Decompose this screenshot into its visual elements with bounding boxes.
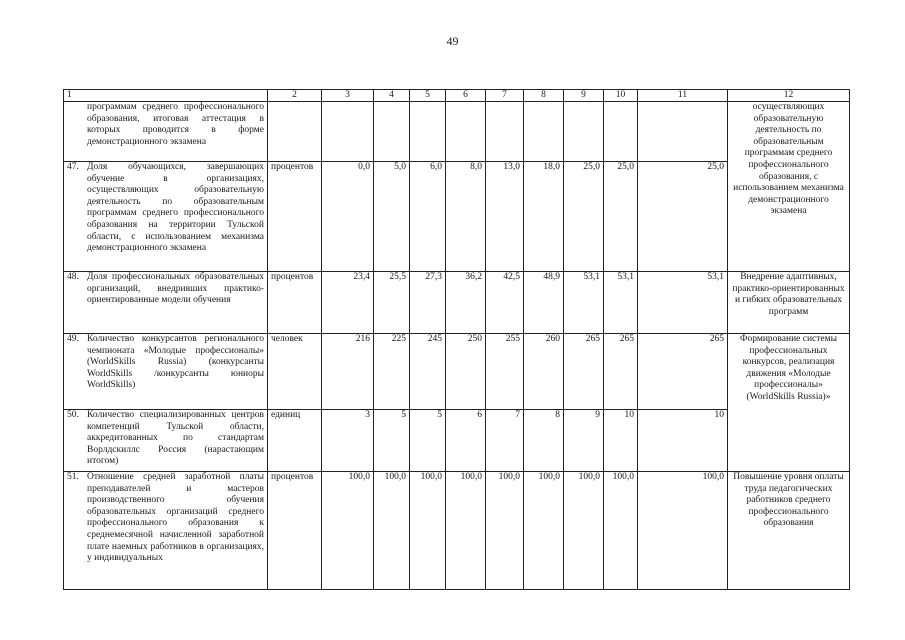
col-header-3: 3	[322, 90, 374, 102]
value-cell: 8,0	[446, 162, 486, 272]
measure-note: Внедрение адаптивных, практико-ориентированных и гибких образовательных программ	[728, 272, 850, 334]
value-cell: 100,0	[410, 472, 446, 590]
value-cell: 25,0	[604, 162, 638, 272]
col-header-5: 5	[410, 90, 446, 102]
value-cell: 245	[410, 334, 446, 410]
value-cell: 27,3	[410, 272, 446, 334]
value-cell: 25,0	[564, 162, 604, 272]
value-cell: 18,0	[524, 162, 564, 272]
value-cell: 250	[446, 334, 486, 410]
value-cell: 255	[486, 334, 524, 410]
unit-cell: человек	[268, 334, 322, 410]
unit-cell: процентов	[268, 162, 322, 272]
value-cell: 53,1	[564, 272, 604, 334]
unit-cell: процентов	[268, 272, 322, 334]
value-cell: 53,1	[638, 272, 728, 334]
value-cell: 265	[604, 334, 638, 410]
value-cell: 5	[410, 410, 446, 472]
col-header-11: 11	[638, 90, 728, 102]
col-header-6: 6	[446, 90, 486, 102]
value-cell: 42,5	[486, 272, 524, 334]
value-cell: 23,4	[322, 272, 374, 334]
table-row	[64, 102, 850, 162]
value-cell: 100,0	[322, 472, 374, 590]
value-cell: 6	[446, 410, 486, 472]
value-cell: 25,5	[374, 272, 410, 334]
value-cell: 5,0	[374, 162, 410, 272]
table-row	[64, 272, 850, 334]
value-cell: 265	[638, 334, 728, 410]
col-header-12: 12	[728, 90, 850, 102]
value-cell: 225	[374, 334, 410, 410]
col-header-2: 2	[268, 90, 322, 102]
measure-note: Формирование системы профессиональных конкурсов, реализация движения «Молодые профессионалы» (WorldSkills Russia)»	[728, 334, 850, 472]
row-number: 49.	[67, 334, 79, 344]
table-row	[64, 334, 850, 410]
col-header-7: 7	[486, 90, 524, 102]
value-cell: 100,0	[486, 472, 524, 590]
column-number-row	[64, 90, 850, 102]
value-cell: 53,1	[604, 272, 638, 334]
value-cell: 5	[374, 410, 410, 472]
value-cell: 13,0	[486, 162, 524, 272]
indicator-name: Отношение средней заработной платы преподавателей и мастеров производственного обучения образовательных организаций среднего профессионального образования к среднемесячной начисленной заработной плате наемных работников в организациях, у индивидуальных	[87, 472, 264, 564]
page-number: 49	[446, 34, 459, 48]
value-cell: 100,0	[638, 472, 728, 590]
value-cell: 100,0	[564, 472, 604, 590]
value-cell: 48,9	[524, 272, 564, 334]
col-header-1: 1	[64, 90, 268, 102]
col-header-4: 4	[374, 90, 410, 102]
measure-note: Повышение уровня оплаты труда педагогических работников среднего профессионального образования	[728, 472, 850, 590]
indicator-name: Количество конкурсантов регионального чемпионата «Молодые профессионалы» (WorldSkills Russia) (конкурсанты WorldSkills /конкурсанты юниоры WorldSkills)	[87, 334, 264, 391]
unit-cell: единиц	[268, 410, 322, 472]
indicator-name: Количество специализированных центров компетенций Тульской области, аккредитованных по стандартам Ворлдскиллс Россия (нарастающим итогом)	[87, 410, 264, 467]
continued-indicator-name: программам среднего профессионального образования, итоговая аттестация в которых проводится в форме демонстрационного экзамена	[64, 102, 268, 162]
value-cell: 7	[486, 410, 524, 472]
row-number: 48.	[67, 272, 79, 282]
indicator-name: Доля профессиональных образовательных организаций, внедривших практико-ориентированные модели обучения	[87, 272, 264, 306]
value-cell: 36,2	[446, 272, 486, 334]
indicator-name: Доля обучающихся, завершающих обучение в организациях, осуществляющих образовательную деятельность по образовательным программам среднего профессионального образования на территории Тульской области, с использованием механизма демонстрационного экзамена	[87, 162, 264, 254]
col-header-8: 8	[524, 90, 564, 102]
row-number: 47.	[67, 162, 79, 172]
value-cell: 6,0	[410, 162, 446, 272]
indicators-table	[63, 89, 850, 590]
row-number: 50.	[67, 410, 79, 420]
value-cell: 265	[564, 334, 604, 410]
value-cell: 216	[322, 334, 374, 410]
col-header-9: 9	[564, 90, 604, 102]
row-number: 51.	[67, 472, 79, 482]
value-cell: 260	[524, 334, 564, 410]
value-cell: 9	[564, 410, 604, 472]
value-cell: 100,0	[446, 472, 486, 590]
value-cell: 25,0	[638, 162, 728, 272]
value-cell: 100,0	[524, 472, 564, 590]
value-cell: 100,0	[374, 472, 410, 590]
col-header-10: 10	[604, 90, 638, 102]
measure-note: осуществляющих образовательную деятельность по образовательным программам среднего профессионального образования, с использованием механизма демонстрационного экзамена	[728, 102, 850, 272]
value-cell: 10	[638, 410, 728, 472]
value-cell: 100,0	[604, 472, 638, 590]
value-cell: 0,0	[322, 162, 374, 272]
value-cell: 3	[322, 410, 374, 472]
unit-cell: процентов	[268, 472, 322, 590]
table-row	[64, 472, 850, 590]
value-cell: 10	[604, 410, 638, 472]
value-cell: 8	[524, 410, 564, 472]
